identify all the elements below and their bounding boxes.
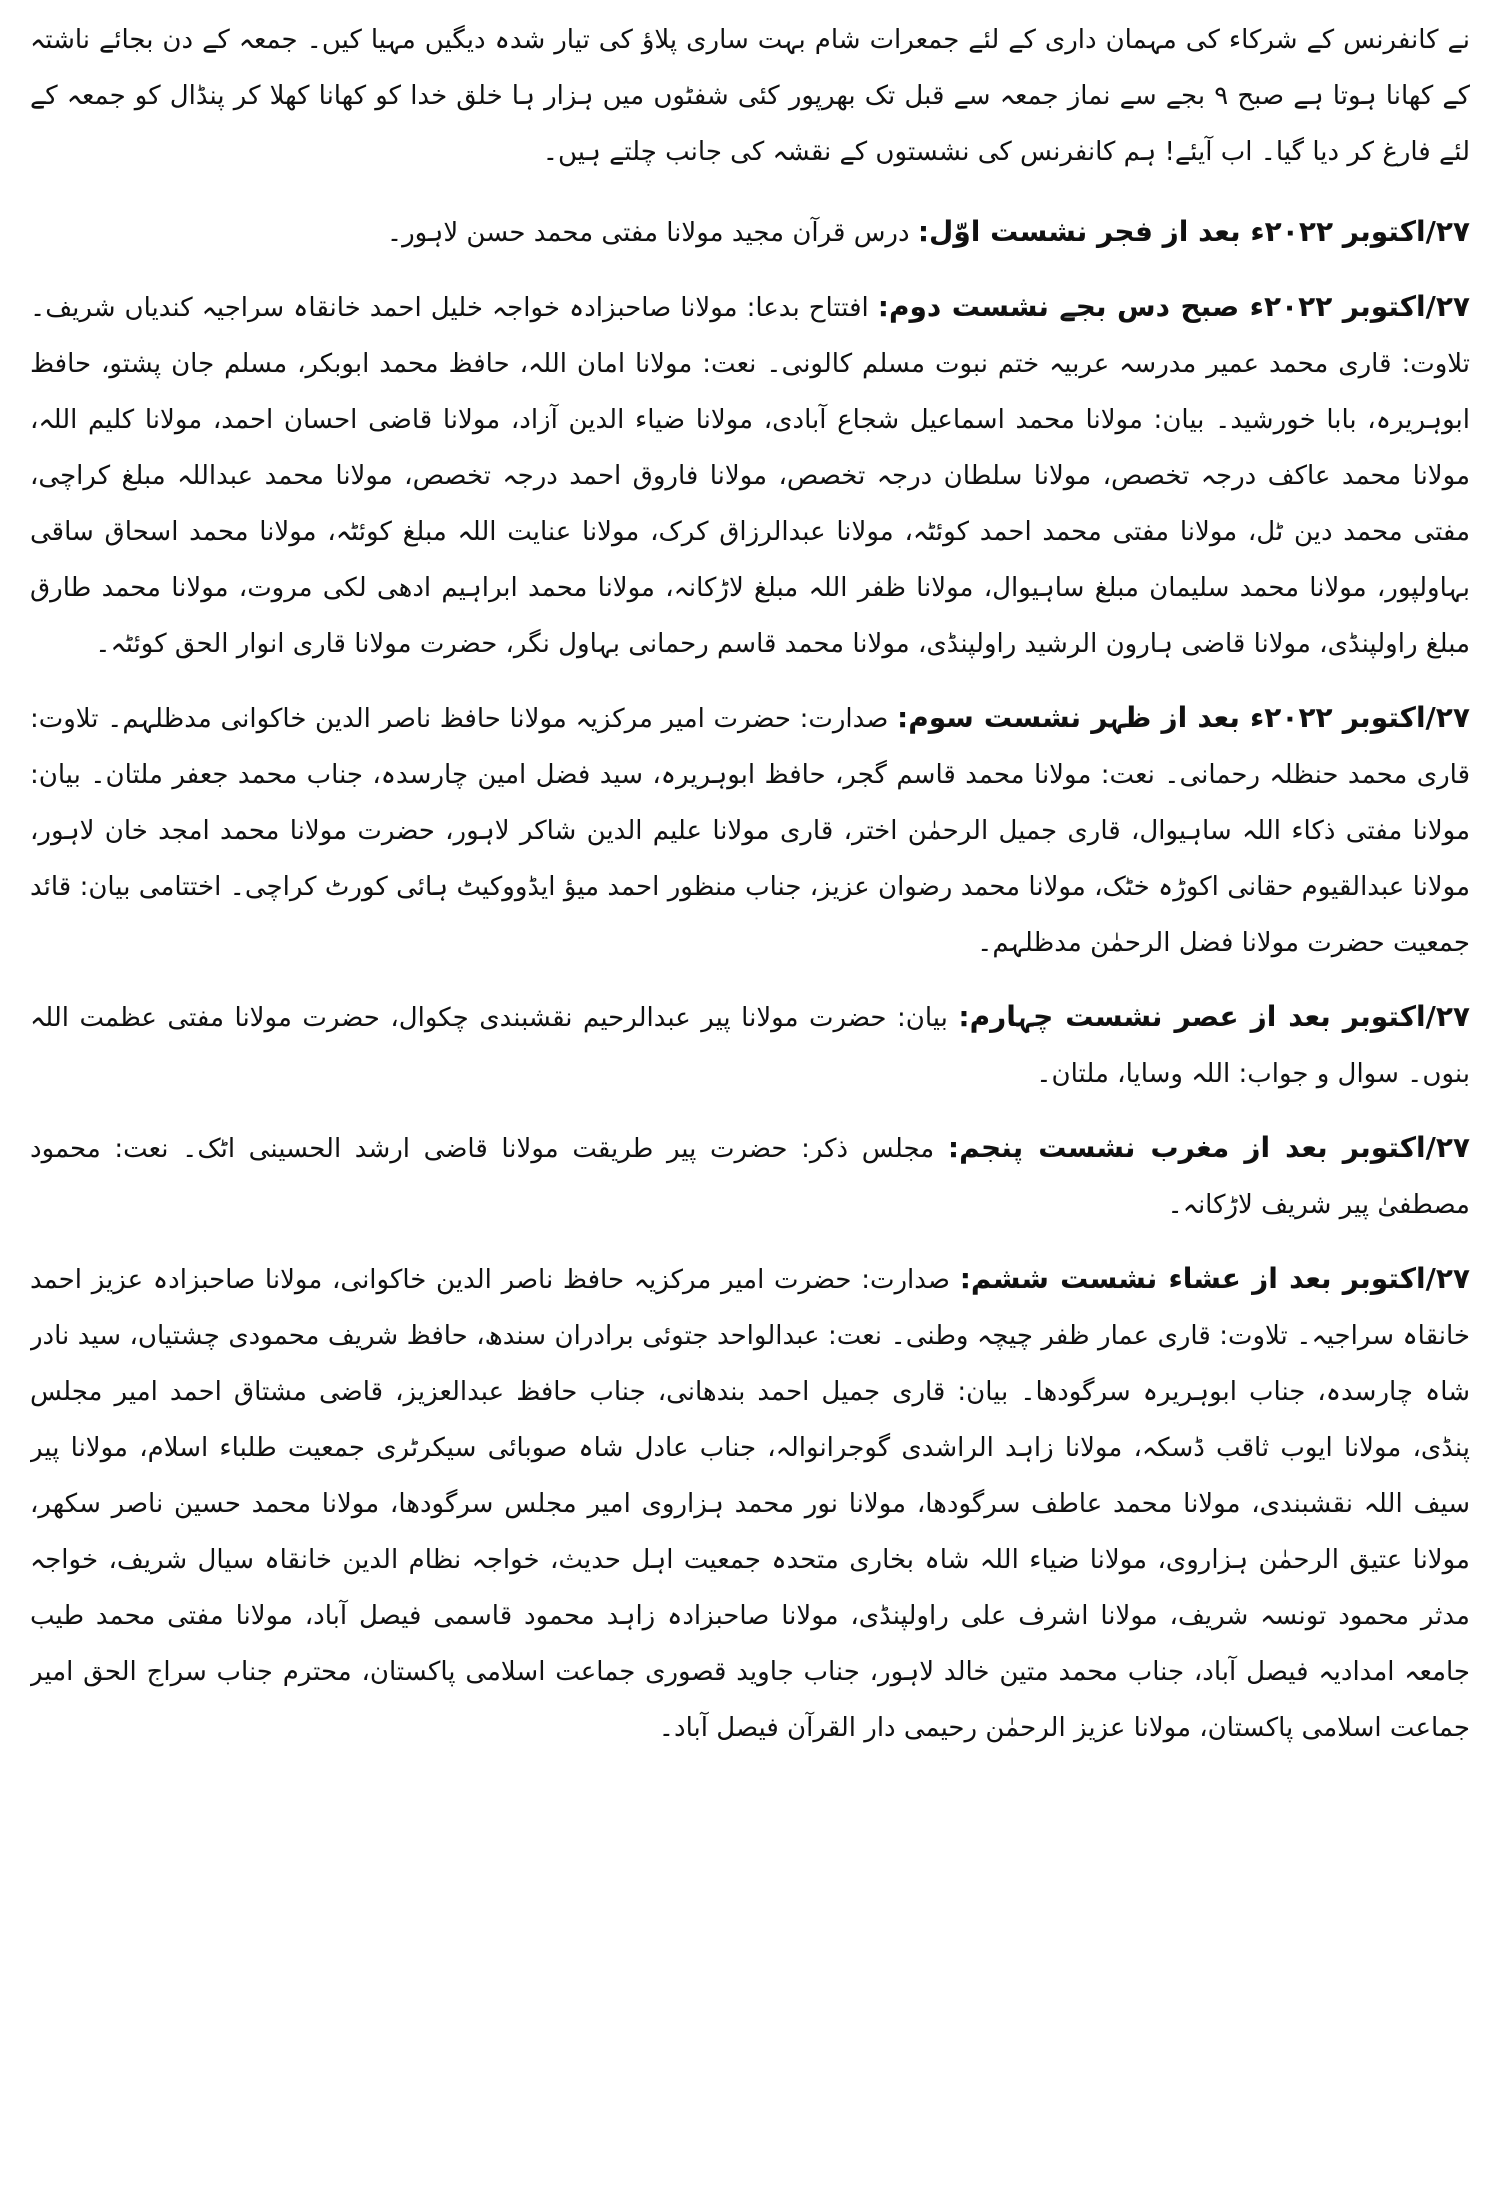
session-3-heading: ۲۷/اکتوبر ۲۰۲۲ء بعد از ظہر نشست سوم: xyxy=(897,701,1470,734)
intro-paragraph: نے کانفرنس کے شرکاء کی مہمان داری کے لئے جمعرات شام بہت ساری پلاؤ کی تیار شدہ دیگیں مہیا کیں۔ جمعہ کے دن بجائے ناشتہ کے کھانا ہوتا ہے صبح ۹ بجے سے نماز جمعہ سے قبل تک بھرپور کئی شفٹوں میں ہزار ہا خلق خدا کو کھانا کھلا کر پنڈال کو جمعہ کے لئے فارغ کر دیا گیا۔ اب آیئے! ہم کانفرنس کی نشستوں کے نقشہ کی جانب چلتے ہیں۔ xyxy=(30,25,1470,167)
session-4-heading: ۲۷/اکتوبر بعد از عصر نشست چہارم: xyxy=(958,1000,1470,1033)
session-3-body: صدارت: حضرت امیر مرکزیہ مولانا حافظ ناصر الدین خاکوانی مدظلہم۔ تلاوت: قاری محمد حنظلہ رحمانی۔ نعت: مولانا محمد قاسم گجر، حافظ ابوہریرہ، سید فضل امین چارسدہ، جناب محمد جعفر ملتان۔ بیان: مولانا مفتی ذکاء اللہ ساہیوال، قاری جمیل الرحمٰن اختر، قاری مولانا علیم الدین شاکر لاہور، حضرت مولانا محمد امجد خان لاہور، مولانا عبدالقیوم حقانی اکوڑہ خٹک، مولانا محمد رضوان عزیز، جناب منظور احمد میؤ ایڈووکیٹ ہائی کورٹ کراچی۔ اختتامی بیان: قائد جمعیت حضرت مولانا فضل الرحمٰن مدظلہم۔ xyxy=(30,704,1470,958)
session-2 xyxy=(30,279,1470,672)
session-6-heading: ۲۷/اکتوبر بعد از عشاء نشست ششم: xyxy=(959,1262,1470,1295)
session-4 xyxy=(30,989,1470,1102)
session-4-body: بیان: حضرت مولانا پیر عبدالرحیم نقشبندی چکوال، حضرت مولانا مفتی عظمت اللہ بنوں۔ سوال و جواب: اللہ وسایا، ملتان۔ xyxy=(30,1003,1470,1089)
document-page xyxy=(30,12,1470,2188)
session-3 xyxy=(30,690,1470,971)
session-6 xyxy=(30,1251,1470,1756)
session-5-heading: ۲۷/اکتوبر بعد از مغرب نشست پنجم: xyxy=(947,1131,1470,1164)
session-5 xyxy=(30,1120,1470,1233)
session-5-body: مجلس ذکر: حضرت پیر طریقت مولانا قاضی ارشد الحسینی اٹک۔ نعت: محمود مصطفیٰ پیر شریف لاڑکانہ۔ xyxy=(30,1134,1470,1220)
session-1-body: درس قرآن مجید مولانا مفتی محمد حسن لاہور۔ xyxy=(386,218,910,248)
session-1 xyxy=(30,204,1470,261)
session-2-heading: ۲۷/اکتوبر ۲۰۲۲ء صبح دس بجے نشست دوم: xyxy=(877,290,1470,323)
session-6-body: صدارت: حضرت امیر مرکزیہ حافظ ناصر الدین خاکوانی، مولانا صاحبزادہ عزیز احمد خانقاہ سراجیہ۔ تلاوت: قاری عمار ظفر چیچہ وطنی۔ نعت: عبدالواحد جتوئی برادران سندھ، حافظ شریف محمودی چشتیاں، سید نادر شاہ چارسدہ، جناب ابوہریرہ سرگودھا۔ بیان: قاری جمیل احمد بندھانی، جناب حافظ عبدالعزیز، قاضی مشتاق احمد امیر مجلس پنڈی، مولانا ایوب ثاقب ڈسکہ، مولانا زاہد الراشدی گوجرانوالہ، جناب عادل شاہ صوبائی سیکرٹری جمعیت طلباء اسلام، مولانا پیر سیف اللہ نقشبندی، مولانا محمد عاطف سرگودھا، مولانا نور محمد ہزاروی امیر مجلس سرگودھا، مولانا محمد حسین ناصر سکھر، مولانا عتیق الرحمٰن ہزاروی، مولانا ضیاء اللہ شاہ بخاری متحدہ جمعیت اہل حدیث، خواجہ نظام الدین خانقاہ سیال شریف، خواجہ مدثر محمود تونسہ شریف، مولانا اشرف علی راولپنڈی، مولانا صاحبزادہ زاہد محمود قاسمی فیصل آباد، مولانا مفتی محمد طیب جامعہ امدادیہ فیصل آباد، جناب محمد متین خالد لاہور، جناب جاوید قصوری جماعت اسلامی پاکستان، محترم جناب سراج الحق امیر جماعت اسلامی پاکستان، مولانا عزیز الرحمٰن رحیمی دار القرآن فیصل آباد۔ xyxy=(30,1265,1470,1743)
session-2-body: افتتاح بدعا: مولانا صاحبزادہ خواجہ خلیل احمد خانقاہ سراجیہ کندیاں شریف۔ تلاوت: قاری محمد عمیر مدرسہ عربیہ ختم نبوت مسلم کالونی۔ نعت: مولانا امان اللہ، حافظ محمد ابوبکر، مسلم جان پشتو، حافظ ابوہریرہ، بابا خورشید۔ بیان: مولانا محمد اسماعیل شجاع آبادی، مولانا ضیاء الدین آزاد، مولانا قاضی احسان احمد، مولانا کلیم اللہ، مولانا محمد عاکف درجہ تخصص، مولانا سلطان درجہ تخصص، مولانا فاروق احمد درجہ تخصص، مولانا محمد عبداللہ مبلغ کراچی، مفتی محمد دین ٹل، مولانا مفتی محمد احمد کوئٹہ، مولانا عبدالرزاق کرک، مولانا عنایت اللہ مبلغ کوئٹہ، مولانا محمد اسحاق ساقی بہاولپور، مولانا محمد سلیمان مبلغ ساہیوال، مولانا ظفر اللہ مبلغ لاڑکانہ، مولانا محمد ابراہیم ادھی لکی مروت، مولانا محمد طارق مبلغ راولپنڈی، مولانا قاضی ہارون الرشید راولپنڈی، مولانا محمد قاسم رحمانی بہاول نگر، حضرت مولانا قاری انوار الحق کوئٹہ۔ xyxy=(30,293,1470,659)
session-1-heading: ۲۷/اکتوبر ۲۰۲۲ء بعد از فجر نشست اوّل: xyxy=(917,215,1470,248)
